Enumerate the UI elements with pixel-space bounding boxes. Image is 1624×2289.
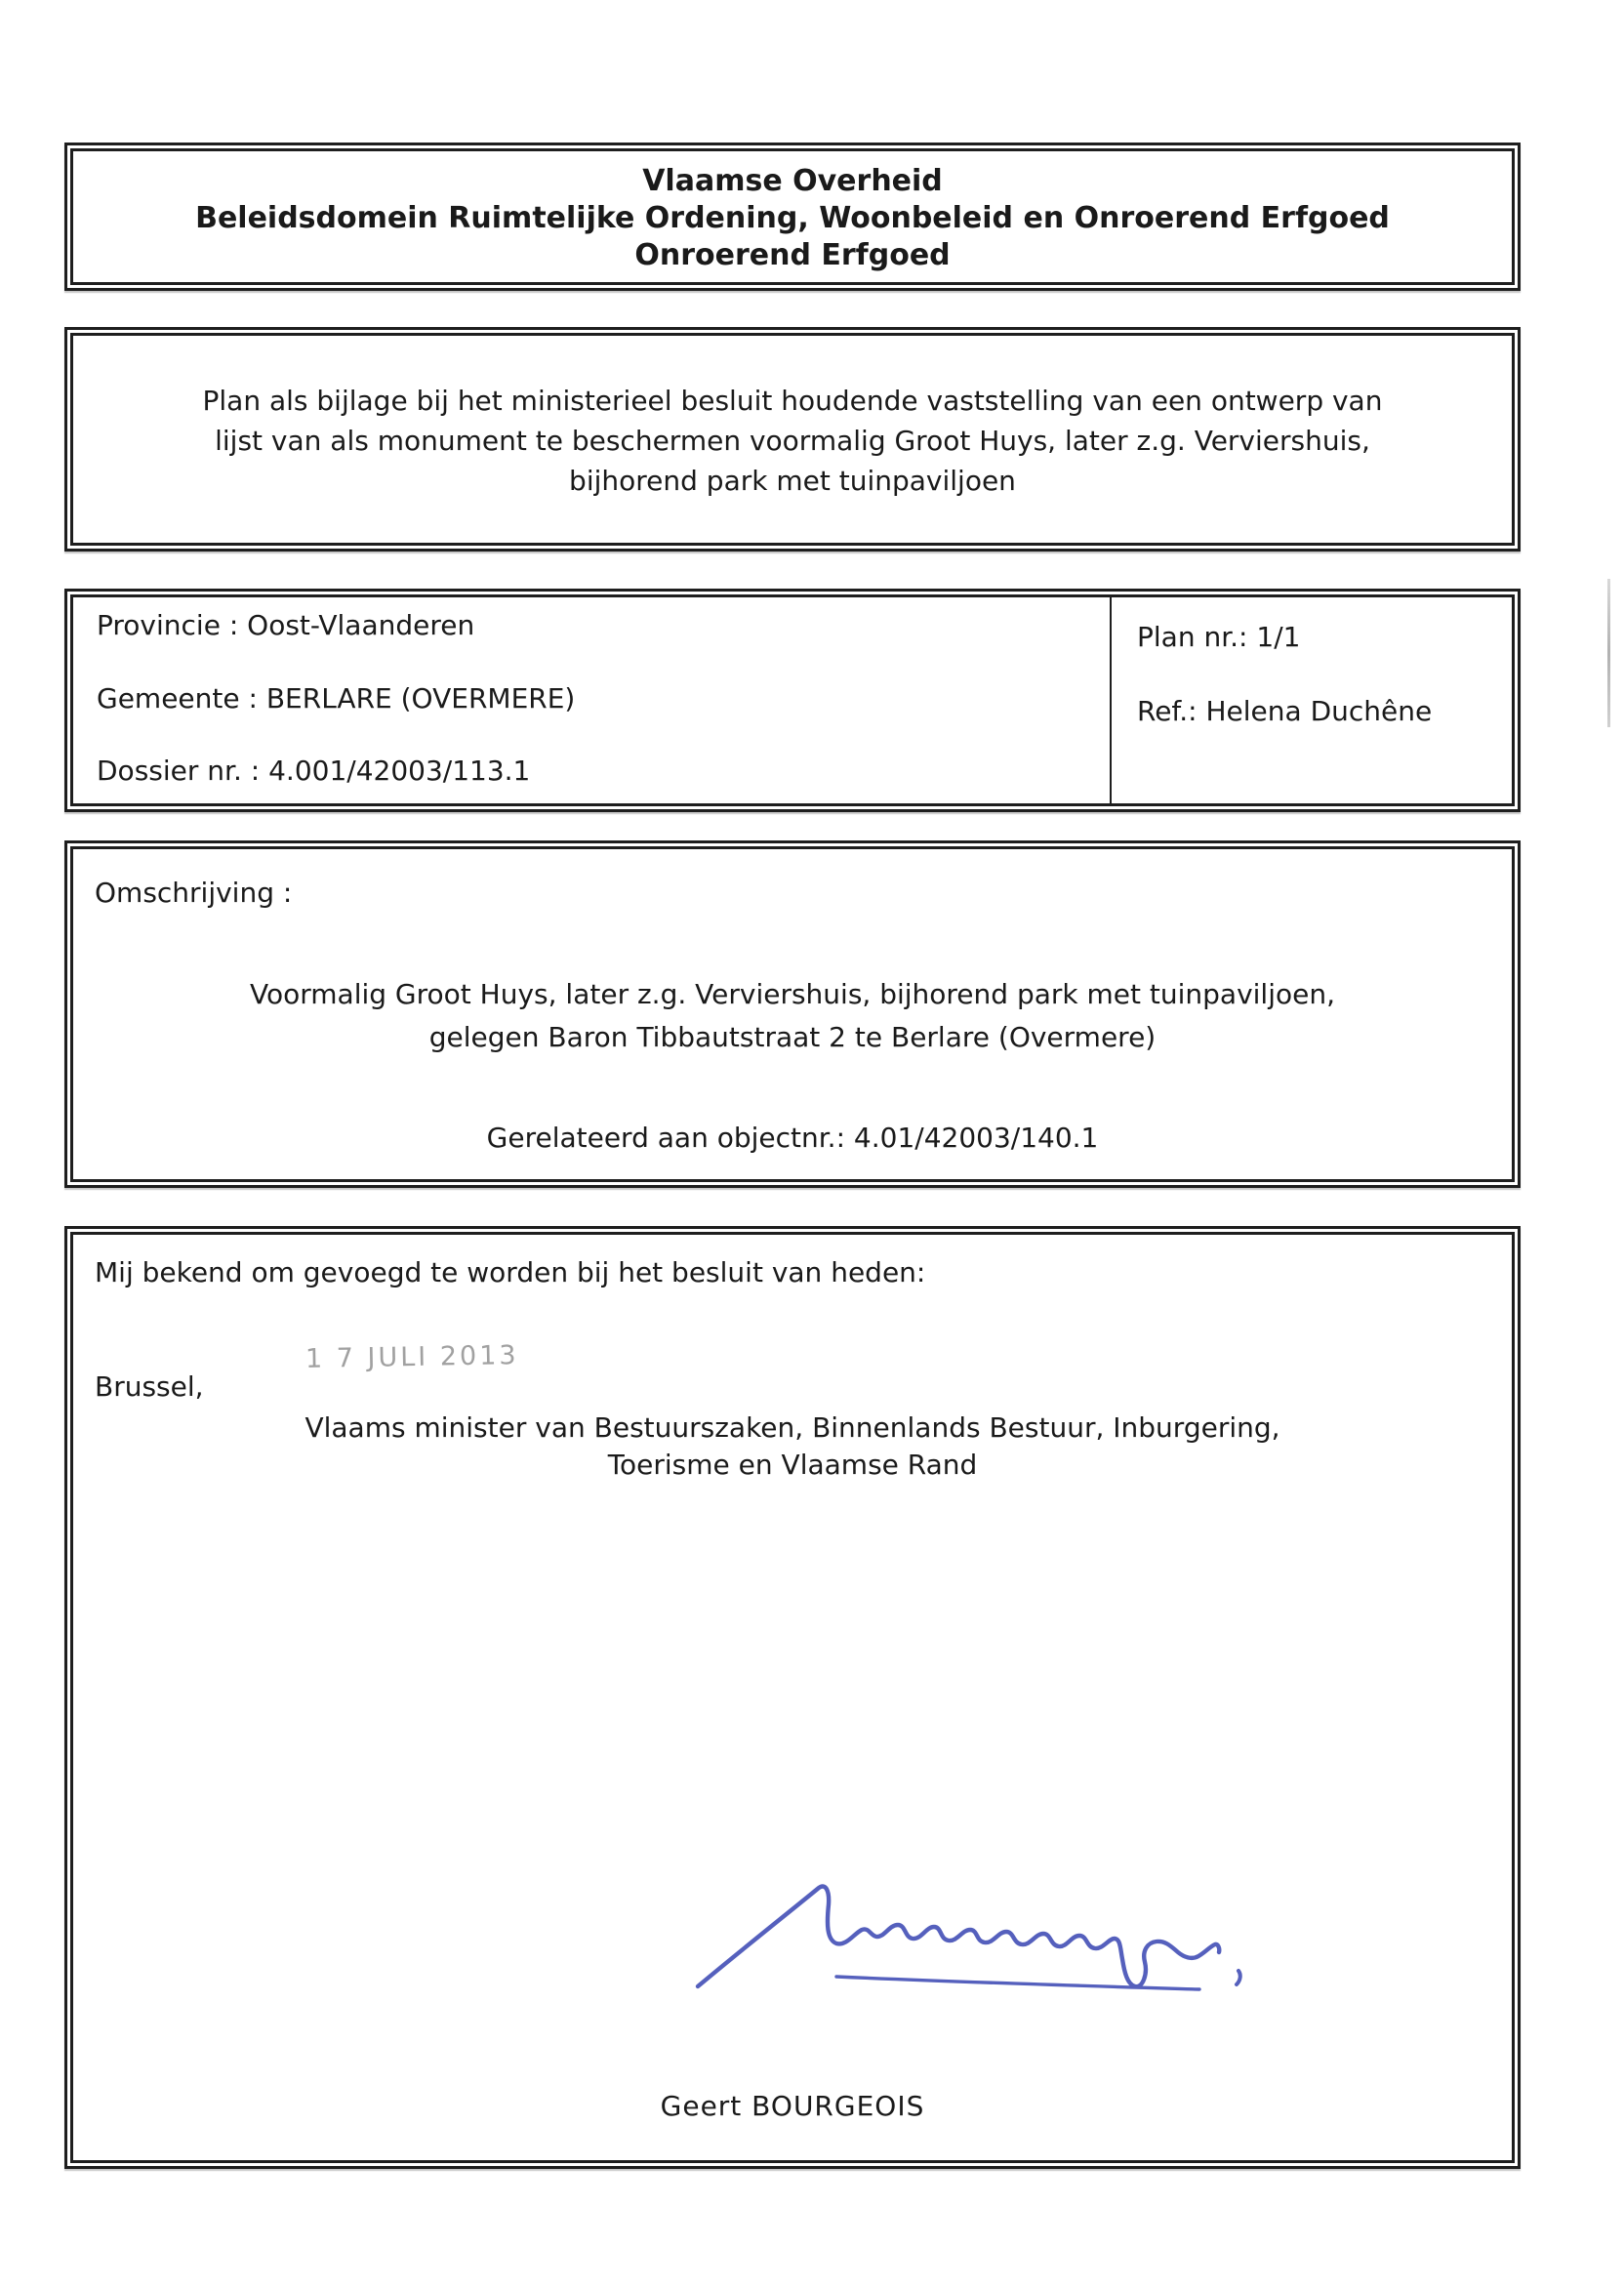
municipality-field: Gemeente : BERLARE (OVERMERE) [97,681,576,715]
related-object-number: Gerelateerd aan objectnr.: 4.01/42003/140.1 [486,1122,1099,1154]
minister-title-line: Toerisme en Vlaamse Rand [607,1449,978,1481]
plan-title-box-inner [70,333,1515,546]
attestation-text: Mij bekend om gevoegd te worden bij het besluit van heden: [95,1256,926,1288]
plan-nr-field: Plan nr.: 1/1 [1137,621,1301,653]
signature-box-inner [70,1232,1515,2163]
city-label: Brussel, [95,1370,204,1403]
province-field: Provincie : Oost-Vlaanderen [97,609,475,641]
info-box [64,589,1521,812]
info-box-inner [70,594,1515,806]
description-line: gelegen Baron Tibbautstraat 2 te Berlare (Overmere) [428,1021,1157,1053]
signature-ink [672,1875,1278,2012]
plan-title-line: Plan als bijlage bij het ministerieel besluit houdende vaststelling van een ontwerp van [202,385,1383,417]
plan-title-box [64,327,1521,552]
letterhead-box-inner [70,148,1515,285]
plan-title-line: lijst van als monument te beschermen voormalig Groot Huys, later z.g. Verviershuis, [215,425,1370,457]
minister-title-line: Vlaams minister van Bestuurszaken, Binnenlands Bestuur, Inburgering, [304,1411,1280,1444]
description-box-inner [70,846,1515,1182]
date-stamp: 1 7 JULI 2013 [304,1340,519,1374]
info-right-cell [1110,597,1512,803]
description-heading: Omschrijving : [95,877,293,909]
ref-field: Ref.: Helena Duchêne [1137,695,1433,727]
info-left-cell [73,597,1110,803]
scan-edge-artifact [1607,579,1610,727]
signer-name: Geert BOURGEOIS [660,2090,925,2122]
org-name: Vlaamse Overheid [642,164,943,198]
signature-box [64,1226,1521,2169]
dossier-field: Dossier nr. : 4.001/42003/113.1 [97,755,531,787]
handwritten-signature [672,1875,1278,2012]
policy-domain: Beleidsdomein Ruimtelijke Ordening, Woonbeleid en Onroerend Erfgoed [195,201,1390,235]
description-box [64,840,1521,1188]
letterhead-box [64,143,1521,291]
agency-name: Onroerend Erfgoed [634,238,951,272]
description-line: Voormalig Groot Huys, later z.g. Verviershuis, bijhorend park met tuinpaviljoen, [250,978,1335,1010]
plan-title-line: bijhorend park met tuinpaviljoen [569,465,1016,497]
